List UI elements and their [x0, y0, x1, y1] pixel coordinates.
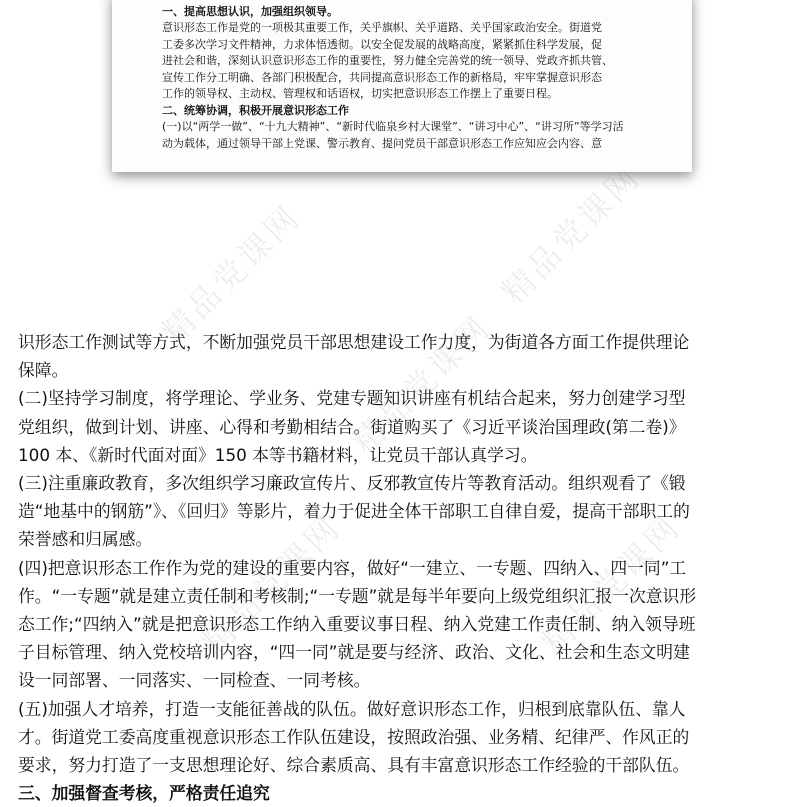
- preview-line: 宣传工作分工明确、各部门积极配合，共同提高意识形态工作的新格局，牢牢掌握意识形态: [162, 70, 602, 84]
- section-heading-3: 三、加强督查考核，严格责任追究: [18, 783, 270, 804]
- preview-line: 工作的领导权、主动权、管理权和话语权，切实把意识形态工作摆上了重要日程。: [162, 87, 558, 100]
- body-line: 荣誉感和归属感。: [18, 529, 153, 550]
- body-line: 造“地基中的钢筋”》、《回归》等影片，着力于促进全体干部职工自律自爱，提高干部职工的: [18, 501, 690, 522]
- body-line: 100 本、《新时代面对面》150 本等书籍材料，让党员干部认真学习。: [18, 444, 538, 465]
- body-line: 态工作;“四纳入”就是把意识形态工作纳入重要议事日程、纳入党建工作责任制、纳入领导班: [18, 614, 696, 635]
- body-line: 识形态工作测试等方式，不断加强党员干部思想建设工作力度，为街道各方面工作提供理论: [18, 332, 690, 352]
- watermark: 精品党课网: [494, 157, 649, 312]
- body-line: (五)加强人才培养，打造一支能征善战的队伍。做好意识形态工作，归根到底靠队伍、靠人: [18, 698, 686, 719]
- body-line: (二)坚持学习制度，将学理论、学业务、党建专题知识讲座有机结合起来，努力创建学习型: [18, 388, 686, 409]
- body-line: 党组织，做到计划、讲座、心得和考勤相结合。街道购买了《习近平谈治国理政(第二卷)》: [18, 416, 686, 437]
- preview-line: 进社会和谐，深刻认识意识形态工作的重要性，努力健全完善党的统一领导、党政齐抓共管、: [162, 54, 613, 67]
- body-line: 才。街道党工委高度重视意识形态工作队伍建设，按照政治强、业务精、纪律严、作风正的: [18, 726, 690, 747]
- watermark: 精品党课网: [344, 307, 499, 462]
- body-line: 作。“一专题”就是建立责任制和考核制;“一专题”就是每半年要向上级党组织汇报一次意识形: [18, 585, 697, 606]
- preview-line: 意识形态工作是党的一项极其重要工作，关乎旗帜、关乎道路、关乎国家政治安全。街道党: [162, 21, 602, 34]
- body-line: 子目标管理、纳入党校培训内容，“四一同”就是要与经济、政治、文化、社会和生态文明建: [18, 642, 690, 663]
- watermark: 精品党课网: [534, 507, 689, 662]
- preview-line: 动为载体，通过领导干部上党课、警示教育、提问党员干部意识形态工作应知应会内容、意: [162, 136, 602, 150]
- preview-heading-2: 二、统筹协调，积极开展意识形态工作: [162, 103, 349, 117]
- document-body: [18, 328, 782, 807]
- preview-line: 工委多次学习文件精神，力求体悟透彻。以安全促发展的战略高度，紧紧抓住科学发展，促: [162, 37, 602, 51]
- body-line: 要求，努力打造了一支思想理论好、综合素质高、具有丰富意识形态工作经验的干部队伍。: [18, 755, 690, 776]
- body-line: (三)注重廉政教育，多次组织学习廉政宣传片、反邪教宣传片等教育活动。组织观看了《锻: [18, 473, 686, 494]
- document-preview-image: [112, 0, 692, 172]
- watermark: 精品党课网: [194, 507, 349, 662]
- body-line: (四)把意识形态工作作为党的建设的重要内容，做好“一建立、一专题、四纳入、四一同”工: [18, 557, 687, 578]
- body-line: 保障。: [18, 360, 69, 381]
- body-line: 设一同部署、一同落实、一同检查、一同考核。: [18, 670, 371, 691]
- watermark: 精品党课网: [154, 197, 309, 352]
- preview-heading-1: 一、提高思想认识，加强组织领导。: [162, 4, 338, 18]
- preview-line: (一)以“两学一做”、“十九大精神”、“新时代临泉乡村大课堂”、“讲习中心”、“讲习所”等学习活: [162, 120, 624, 133]
